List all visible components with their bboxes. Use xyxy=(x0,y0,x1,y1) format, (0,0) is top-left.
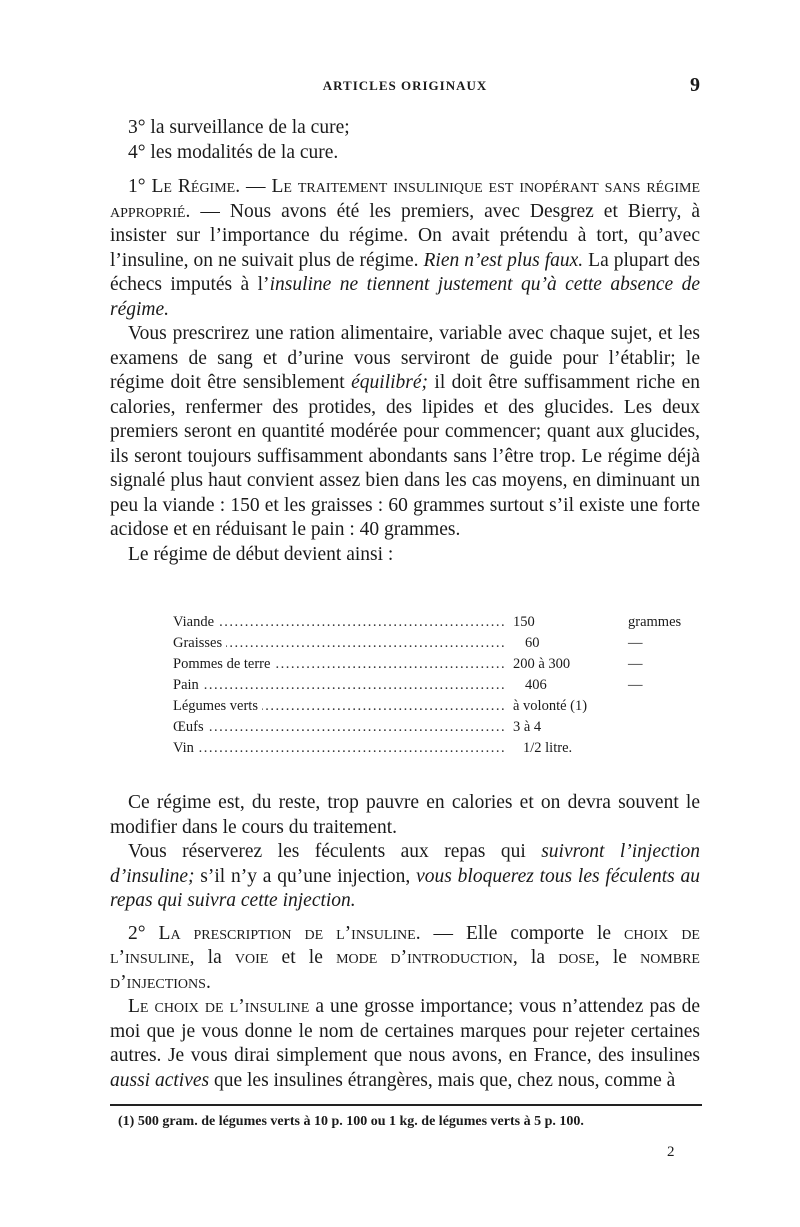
leader-dots xyxy=(173,612,505,633)
section1-italic-b: insuline ne tiennent justement qu’à cette absence de régime. xyxy=(110,274,701,320)
section1-italic-a: Rien n’est plus faux. xyxy=(423,249,584,271)
leader-dots xyxy=(173,717,505,738)
ration-text-a: Vous prescrirez une ration alimentaire, variable avec chaque sujet, et les examens de sang et d’urine vous serviront de guide pour l’établir; le régime doit être sensiblement xyxy=(110,323,700,393)
leader-dots xyxy=(173,738,505,759)
diet-unit: — xyxy=(628,656,643,672)
diet-item: Pain xyxy=(173,677,203,693)
list-item-3: 3° la surveillance de la cure; xyxy=(128,117,350,138)
feculents-italic-2: vous bloquerez tous les féculents au repas qui suivra cette injection. xyxy=(110,865,701,911)
section2-text-d: , la xyxy=(512,947,559,968)
section2-sc4: dose xyxy=(558,947,595,968)
diet-table xyxy=(173,612,682,759)
diet-row xyxy=(173,654,678,675)
diet-row xyxy=(173,612,682,633)
diet-qty: 150 xyxy=(513,614,535,630)
diet-qty: à volonté (1) xyxy=(513,698,588,714)
section2-text-c: et le xyxy=(268,947,337,968)
diet-item: Légumes verts xyxy=(173,698,262,714)
section2-text-b: , la xyxy=(189,947,235,968)
diet-unit: grammes xyxy=(628,614,682,630)
ration-paragraph xyxy=(110,322,700,543)
diet-item: Œufs xyxy=(173,719,208,735)
diet-row xyxy=(173,696,678,717)
diet-unit: — xyxy=(628,635,643,651)
section2-text-e: , le xyxy=(594,947,641,968)
ration-italic: équilibré; xyxy=(351,372,429,393)
diet-row xyxy=(173,717,678,738)
feculents-text-a: Vous réserverez les féculents aux repas qui xyxy=(128,841,542,862)
section2-sc5: nombre d’injections xyxy=(110,947,700,993)
section1-text-a: — Nous avons été les premiers, avec Desgrez et Bierry, à insister sur l’importance du régime. On avait prétendu à tort, qu’avec l’insuline, on ne suivait plus de régime. xyxy=(110,200,700,271)
leader-dots xyxy=(173,675,505,696)
diet-item: Graisses xyxy=(173,635,226,651)
diet-qty: 1/2 litre. xyxy=(523,740,573,756)
section1-number: 1° xyxy=(128,176,146,197)
feculents-italic: suivront l’injection d’insuline; xyxy=(110,841,700,887)
footnote-rule xyxy=(110,1104,702,1106)
choix-italic: aussi actives xyxy=(110,1069,210,1091)
list-item-4: 4° les modalités de la cure. xyxy=(128,141,339,163)
section2-text-a: — Elle comporte le xyxy=(420,922,625,944)
section2-sc1: choix de l’insuline xyxy=(110,922,700,968)
diet-item: Viande xyxy=(173,614,218,630)
footnote: (1) 500 gram. de légumes verts à 10 p. 100 ou 1 kg. de légumes verts à 5 p. 100. xyxy=(118,1114,584,1129)
running-head xyxy=(110,74,700,100)
diet-qty: 200 à 300 xyxy=(513,656,571,672)
choix-heading: Le choix de l’insuline xyxy=(128,996,310,1017)
section2-paragraph xyxy=(110,922,700,996)
after-table-paragraph: Ce régime est, du reste, trop pauvre en calories et on devra souvent le modifier dans le cours du traitement. xyxy=(110,792,700,838)
diet-item: Pommes de terre xyxy=(173,656,274,672)
section2-heading: La prescription de l’insuline. xyxy=(158,922,421,944)
page-number: 9 xyxy=(690,74,700,96)
choix-text-a: a une grosse importance; vous n’attendez pas de moi que je vous donne le nom de certaines marques pour rejeter certaines autres. Je vous dirai simplement que nous avons, en France, des insulines xyxy=(110,996,701,1066)
ration-text-b: il doit être suffisamment riche en calories, renfermer des protides, des lipides et des glucides. Les deux premiers seront en quantité modérée pour commencer; quant aux glucides, ils seront toujours suffisamment abondants sans l’être trop. Le régime déjà signalé plus haut convient assez bien dans les cas moyens, en diminuant un peu la viande : 150 et les graisses : 60 grammes surtout s’il existe une forte acidose et en réduisant le pain : 40 grammes. xyxy=(110,372,701,540)
signature-mark: 2 xyxy=(667,1144,675,1160)
diet-qty: 60 xyxy=(525,635,540,651)
section2-number: 2° xyxy=(128,922,146,944)
diet-intro: Le régime de début devient ainsi : xyxy=(128,543,394,565)
section1-title: Le Régime. — Le traitement insulinique est inopérant sans régime approprié. xyxy=(110,176,701,222)
section2-text-f: . xyxy=(205,971,211,993)
section1-text-b: La plupart des échecs imputés à l’ xyxy=(110,249,701,295)
main-text-top xyxy=(110,116,700,567)
choix-paragraph xyxy=(110,995,700,1093)
feculents-text-b: s’il n’y a qu’une injection, xyxy=(194,865,417,887)
diet-qty: 3 à 4 xyxy=(513,719,542,735)
feculents-paragraph xyxy=(110,840,700,914)
diet-qty: 406 xyxy=(525,677,547,693)
section2-sc2: voie xyxy=(234,947,269,968)
diet-row xyxy=(173,633,678,654)
diet-row xyxy=(173,675,678,696)
main-text-bottom xyxy=(110,791,700,1093)
diet-unit: — xyxy=(628,677,643,693)
diet-item: Vin xyxy=(173,740,198,756)
running-title: ARTICLES ORIGINAUX xyxy=(322,78,488,93)
section1-paragraph xyxy=(110,175,700,322)
diet-row xyxy=(173,738,678,759)
section2-sc3: mode d’introduction xyxy=(336,947,513,968)
choix-text-b: que les insulines étrangères, mais que, chez nous, comme à xyxy=(209,1069,676,1091)
